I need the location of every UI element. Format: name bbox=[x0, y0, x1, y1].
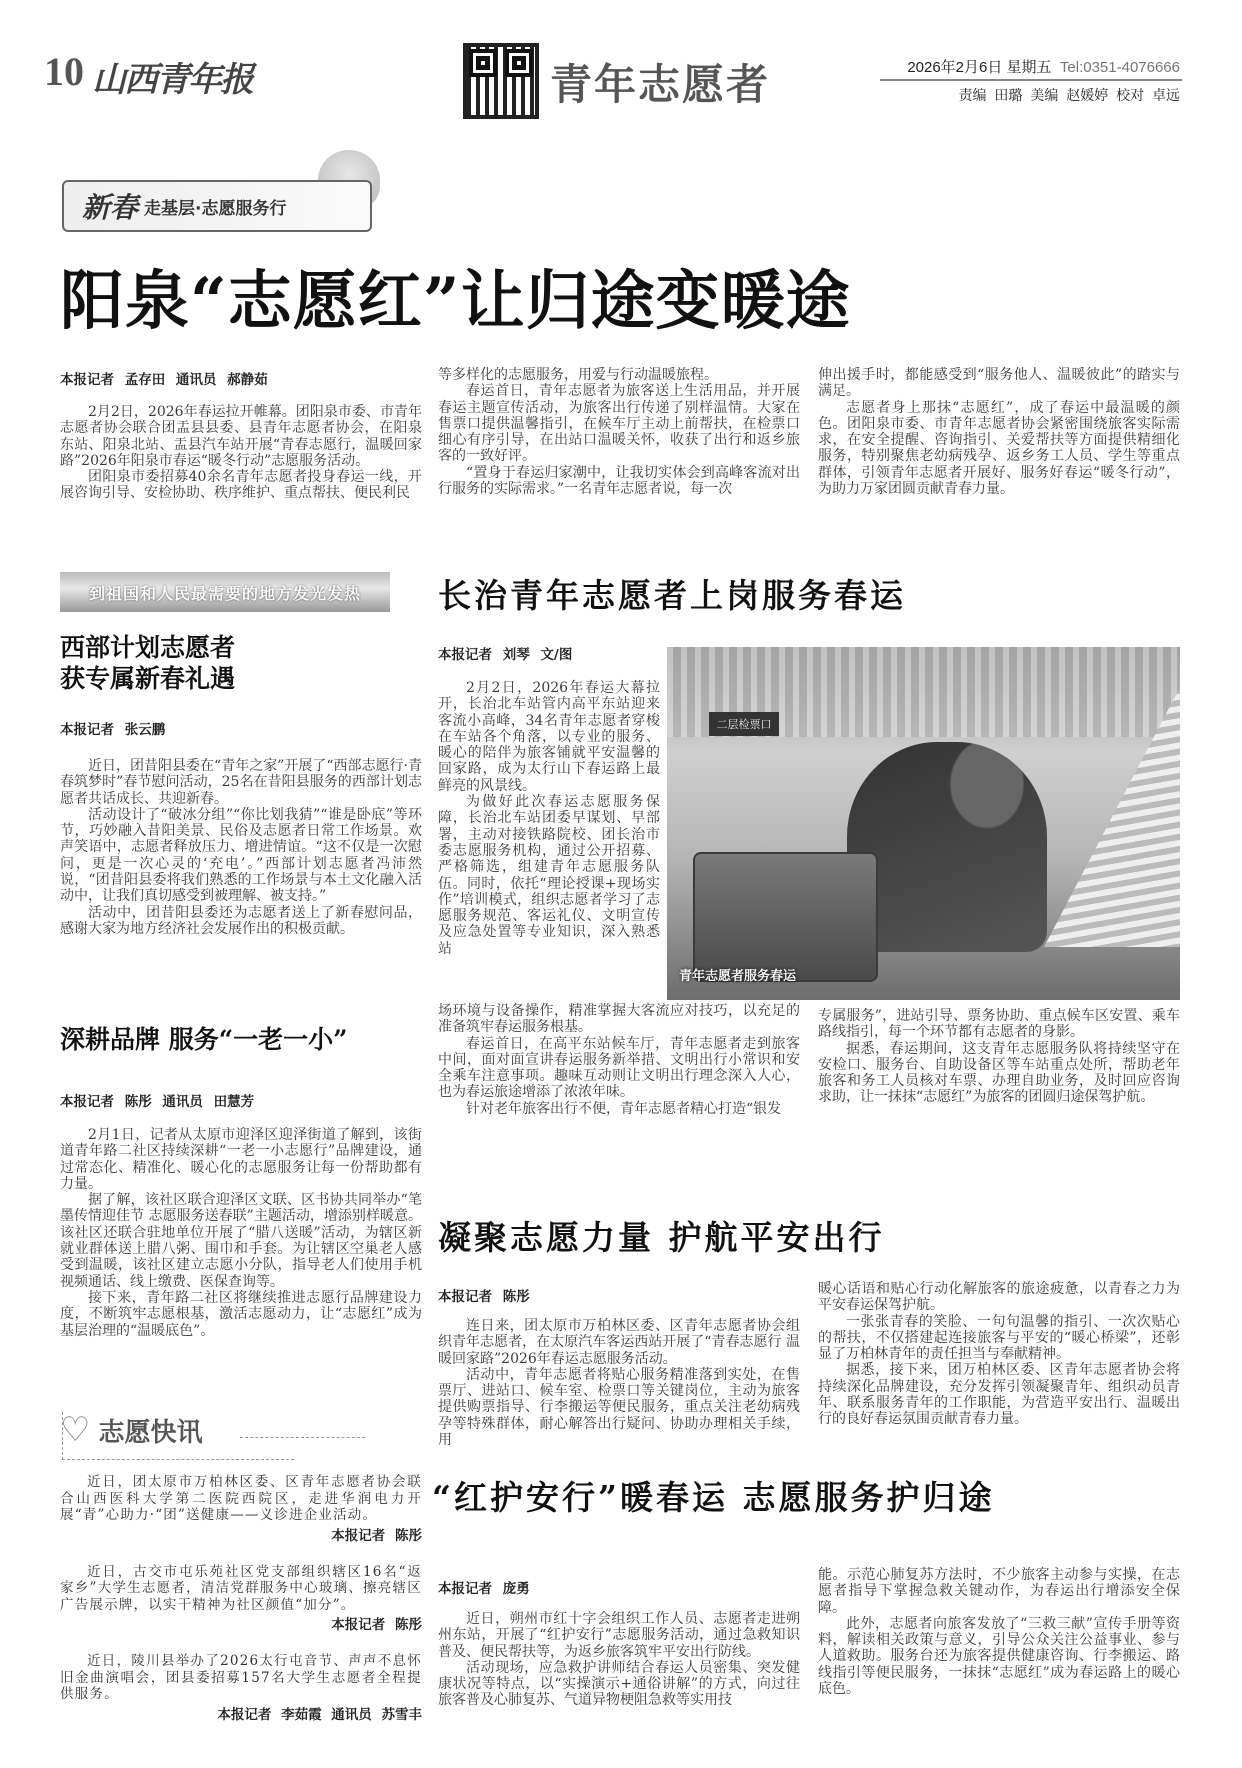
changzhi-column-3 bbox=[818, 1008, 1180, 1106]
header-rule bbox=[880, 79, 1182, 81]
honghu-column-2 bbox=[438, 1611, 800, 1709]
paragraph: 团阳泉市委招募40余名青年志愿者投身春运一线，开展咨询引导、安检协助、秩序维护、重点帮扶、便民利民 bbox=[60, 469, 422, 502]
paragraph: 专属服务”，进站引导、票务协助、重点候车区安置、乘车路线指引，每一个环节都有志愿者的身影。 bbox=[818, 1008, 1180, 1041]
paragraph: 据悉，春运期间，这支青年志愿服务队将持续坚守在安检口、服务台、自助设备区等车站重点处所，帮助老年旅客和务工人员核对车票、办理自助业务，及时回应咨询求助，让一抹抹“志愿红”为旅客的团圆归途保驾护航。 bbox=[818, 1040, 1180, 1106]
changzhi-byline: 本报记者 刘琴 文/图 bbox=[438, 647, 573, 663]
newspaper-logo: 山西青年报 bbox=[92, 60, 252, 100]
editors-credit: 责编 田璐 美编 赵媛婷 校对 卓远 bbox=[958, 87, 1180, 103]
changzhi-title: 长治青年志愿者上岗服务春运 bbox=[438, 576, 906, 615]
paragraph: 活动现场，应急救护讲师结合春运人员密集、突发健康状况等特点，以“实操演示+通俗讲解”的方式，向过往旅客普及心肺复苏、气道异物梗阻急救等实用技 bbox=[438, 1659, 800, 1709]
xibu-title-line1: 西部计划志愿者 bbox=[60, 633, 236, 662]
xibu-title bbox=[60, 632, 235, 694]
xibu-title-line2: 获专属新春礼遇 bbox=[60, 664, 236, 693]
news-item-byline: 本报记者 陈彤 bbox=[331, 1617, 422, 1633]
telephone: Tel:0351-4076666 bbox=[1059, 59, 1180, 76]
lead-headline: 阳泉“志愿红”让归途变暖途 bbox=[60, 264, 851, 339]
heart-icon: ♡ bbox=[60, 1410, 91, 1450]
paragraph: 伸出援手时，都能感受到“服务他人、温暖彼此”的踏实与满足。 bbox=[818, 367, 1180, 400]
banner-xinchun: 新春 bbox=[82, 191, 139, 224]
paragraph: 春运首日，青年志愿者为旅客送上生活用品，并开展春运主题宣传活动，为旅客出行传递了别样温情。大家在售票口提供温馨指引，在候车厅主动上前帮扶，在检票口细心有序引导，在出站口温暖关怀，收获了出行和返乡旅客的一致好评。 bbox=[438, 383, 800, 465]
paragraph: 2月2日，2026年春运大幕拉开，长治北车站管内高平东站迎来客流小高峰，34名青年志愿者穿梭在车站各个角落，以专业的服务、暖心的陪伴为旅客铺就平安温馨的回家路，成为太行山下春运路上最鲜亮的风景线。 bbox=[438, 680, 660, 794]
paragraph: 近日，朔州市红十字会组织工作人员、志愿者走进朔州东站，开展了“红护安行”志愿服务活动，通过急救知识普及、便民帮扶等，为返乡旅客筑牢平安出行防线。 bbox=[438, 1611, 800, 1660]
honghu-byline: 本报记者 庞勇 bbox=[438, 1581, 530, 1597]
lead-column-1 bbox=[60, 404, 422, 502]
paragraph: 据了解，该社区联合迎泽区文联、区书协共同举办“笔墨传情迎佳节 志愿服务送春联”主题活动，增添别样暖意。该社区还联合驻地单位开展了“腊八送暖”活动，为辖区新就业群体送上腊八粥、围巾和手套。为让辖区空巢老人感受到温暖，该社区建立志愿小分队，指导老人们使用手机视频通话、线上缴费、医保查询等。 bbox=[60, 1192, 422, 1290]
paragraph: 能。示范心肺复苏方法时，不少旅客主动参与实操，在志愿者指导下掌握急救关键动作，为春运出行增添安全保障。 bbox=[818, 1567, 1180, 1616]
paragraph: 据悉，接下来，团万柏林区委、区青年志愿者协会将持续深化品牌建设，充分发挥引领凝聚青年、组织动员青年、联系服务青年的工作职能，为营造平安出行、温暖出行的良好春运氛围贡献青春力量。 bbox=[818, 1362, 1180, 1428]
kuaixun-header bbox=[60, 1410, 203, 1450]
lead-column-3 bbox=[818, 367, 1180, 497]
issue-date: 2026年2月6日 星期五 bbox=[907, 59, 1052, 76]
paragraph: 接下来，青年路二社区将继续推进志愿行品牌建设力度，不断筑牢志愿根基，激活志愿动力，让“志愿红”成为基层治理的“温暖底色”。 bbox=[60, 1289, 422, 1339]
date-line bbox=[907, 56, 1180, 77]
news-item-byline: 本报记者 李茹霞 通讯员 苏雪丰 bbox=[217, 1706, 422, 1723]
news-item-byline: 本报记者 陈彤 bbox=[331, 1527, 422, 1544]
news-item bbox=[60, 1653, 422, 1723]
qr-code-icon bbox=[463, 43, 539, 119]
news-item-text: 近日，团太原市万柏林区委、区青年志愿者协会联合山西医科大学第二医院西院区，走进华润电力开展“青”心助力·“团”送健康——义诊进企业活动。 bbox=[60, 1474, 422, 1523]
news-item bbox=[60, 1474, 422, 1544]
paragraph: 活动设计了“破冰分组”“你比划我猜”“谁是卧底”等环节，巧妙融入昔阳美景、民俗及志愿者日常工作场景。欢声笑语中，志愿者释放压力、增进情谊。“这不仅是一次慰问，更是一次心灵的‘充电’。”西部计划志愿者冯沛然说，“团昔阳县委将我们熟悉的工作场景与本土文化融入活动中，让我们真切感受到被理解、被支持。” bbox=[60, 806, 422, 905]
paragraph: 近日，团昔阳县委在“青年之家”开展了“西部志愿行·青春筑梦时”春节慰问活动，25名在昔阳县服务的西部计划志愿者共话成长、共迎新春。 bbox=[60, 758, 422, 807]
paragraph: “置身于春运归家潮中，让我切实体会到高峰客流对出行服务的实际需求。”一名青年志愿者说，每一次 bbox=[438, 464, 800, 498]
news-item-text: 近日，古交市屯乐苑社区党支部组织辖区16名“返家乡”大学生志愿者，清洁党群服务中心玻璃、擦亮辖区广告展示牌，以实干精神为社区颜值“加分”。 bbox=[60, 1563, 422, 1613]
paragraph: 连日来，团太原市万柏林区委、区青年志愿者协会组织青年志愿者，在太原汽车客运西站开展了“青春志愿行 温暖回家路”2026年春运志愿服务活动。 bbox=[438, 1318, 800, 1367]
lead-byline: 本报记者 孟存田 通讯员 郝静茹 bbox=[60, 372, 268, 388]
paragraph: 针对老年旅客出行不便，青年志愿者精心打造“银发 bbox=[466, 1100, 782, 1117]
suitcase bbox=[693, 852, 878, 982]
xibu-byline: 本报记者 张云鹏 bbox=[60, 722, 166, 738]
shengeng-byline: 本报记者 陈彤 通讯员 田慧芳 bbox=[60, 1094, 255, 1110]
ningju-title: 凝聚志愿力量 护航平安出行 bbox=[438, 1218, 885, 1257]
changzhi-wide-column bbox=[438, 1003, 800, 1117]
page-number: 10 bbox=[44, 49, 84, 94]
paragraph: 一张张青春的笑脸、一句句温馨的指引、一次次贴心的帮扶，不仅搭建起连接旅客与平安的“暖心桥梁”，还彰显了万柏林青年的责任担当与奉献精神。 bbox=[818, 1313, 1180, 1363]
lead-column-2 bbox=[438, 367, 800, 497]
paragraph: 暖心话语和贴心行动化解旅客的旅途疲惫，以青春之力为平安春运保驾护航。 bbox=[818, 1281, 1180, 1314]
kuaixun-title: 志愿快讯 bbox=[98, 1417, 203, 1448]
paragraph: 活动中，团昔阳县委还为志愿者送上了新春慰问品，感谢大家为地方经济社会发展作出的积极贡献。 bbox=[60, 904, 422, 937]
paragraph: 场环境与设备操作，精准掌握大客流应对技巧，以充足的准备筑牢春运服务根基。 bbox=[438, 1003, 800, 1036]
side-banner: 到祖国和人民最需要的地方发光发热 bbox=[60, 572, 390, 612]
xibu-body bbox=[60, 758, 422, 937]
column-banner bbox=[62, 180, 372, 232]
news-item-text: 近日，陵川县举办了2026太行屯音节、声声不息怀旧金曲演唱会，团县委招募157名大学生志愿者全程提供服务。 bbox=[60, 1653, 422, 1702]
paragraph: 春运首日，在高平东站候车厅，青年志愿者走到旅客中间，面对面宣讲春运服务新举措、文明出行小常识和安全乘车注意事项。趣味互动则让文明出行理念深入人心，也为春运旅途增添了浓浓年味。 bbox=[438, 1035, 800, 1101]
paragraph: 志愿者身上那抹“志愿红”，成了春运中最温暖的颜色。团阳泉市委、市青年志愿者协会紧密围绕旅客实际需求，在安全提醒、咨询指引、关爱帮扶等方面提供精细化服务，特别聚焦老幼病残孕、返乡务工人员、学生等重点群体，引领青年志愿者开展好、服务好春运“暖冬行动”，为助力万家团圆贡献青春力量。 bbox=[818, 399, 1180, 498]
honghu-column-3 bbox=[818, 1567, 1180, 1697]
ningju-column-2 bbox=[438, 1318, 800, 1448]
section-title: 青年志愿者 bbox=[550, 60, 771, 109]
kuaixun-divider bbox=[240, 1437, 365, 1438]
ticket-gate-sign: 二层检票口 bbox=[709, 712, 779, 736]
photo-caption: 青年志愿者服务春运 bbox=[679, 969, 797, 984]
changzhi-narrow-column bbox=[438, 680, 660, 957]
paragraph: 等多样化的志愿服务，用爱与行动温暖旅程。 bbox=[438, 367, 718, 383]
honghu-title: “红护安行”暖春运 志愿服务护归途 bbox=[432, 1478, 995, 1517]
paragraph: 为做好此次春运志愿服务保障，长治北车站团委早谋划、早部署，主动对接铁路院校、团长治市委志愿服务机构，通过公开招募、严格筛选，组建青年志愿服务队伍。同时，依托“理论授课+现场实作”培训模式，组织志愿者学习了志愿服务规范、客运礼仪、文明宣传及应急处置等专业知识，深入熟悉站 bbox=[438, 794, 660, 957]
news-photo bbox=[667, 647, 1180, 1000]
ningju-byline: 本报记者 陈彤 bbox=[438, 1289, 530, 1305]
shengeng-title: 深耕品牌 服务“一老一小” bbox=[60, 1025, 348, 1054]
ningju-column-3 bbox=[818, 1281, 1180, 1428]
shengeng-body bbox=[60, 1127, 422, 1339]
banner-subtitle: 走基层·志愿服务行 bbox=[144, 198, 287, 219]
paragraph: 此外，志愿者向旅客发放了“三救三献”宣传手册等资料，解读相关政策与意义，引导公众关注公益事业、参与人道救助。服务台还为旅客提供健康咨询、行李搬运、路线指引等便民服务，一抹抹“志愿红”成为春运路上的暖心底色。 bbox=[818, 1615, 1180, 1698]
paragraph: 2月2日，2026年春运拉开帷幕。团阳泉市委、市青年志愿者协会联合团盂县县委、县青年志愿者协会，在阳泉东站、阳泉北站、盂县汽车站开展“青春志愿行，温暖回家路”2026年阳泉市春运“暖冬行动”志愿服务活动。 bbox=[60, 404, 422, 469]
paragraph: 2月1日，记者从太原市迎泽区迎泽街道了解到，该街道青年路二社区持续深耕“一老一小志愿行”品牌建设，通过常态化、精准化、暖心化的志愿服务让每一份帮助都有力量。 bbox=[60, 1127, 422, 1192]
kuaixun-list bbox=[60, 1474, 422, 1723]
news-item bbox=[60, 1564, 422, 1634]
paragraph: 活动中，青年志愿者将贴心服务精准落到实处，在售票厅、进站口、候车室、检票口等关键岗位，主动为旅客提供购票指导、行李搬运等便民服务，重点关注老幼病残孕等特殊群体，耐心解答出行疑问、协助办理相关手续，用 bbox=[438, 1366, 800, 1449]
